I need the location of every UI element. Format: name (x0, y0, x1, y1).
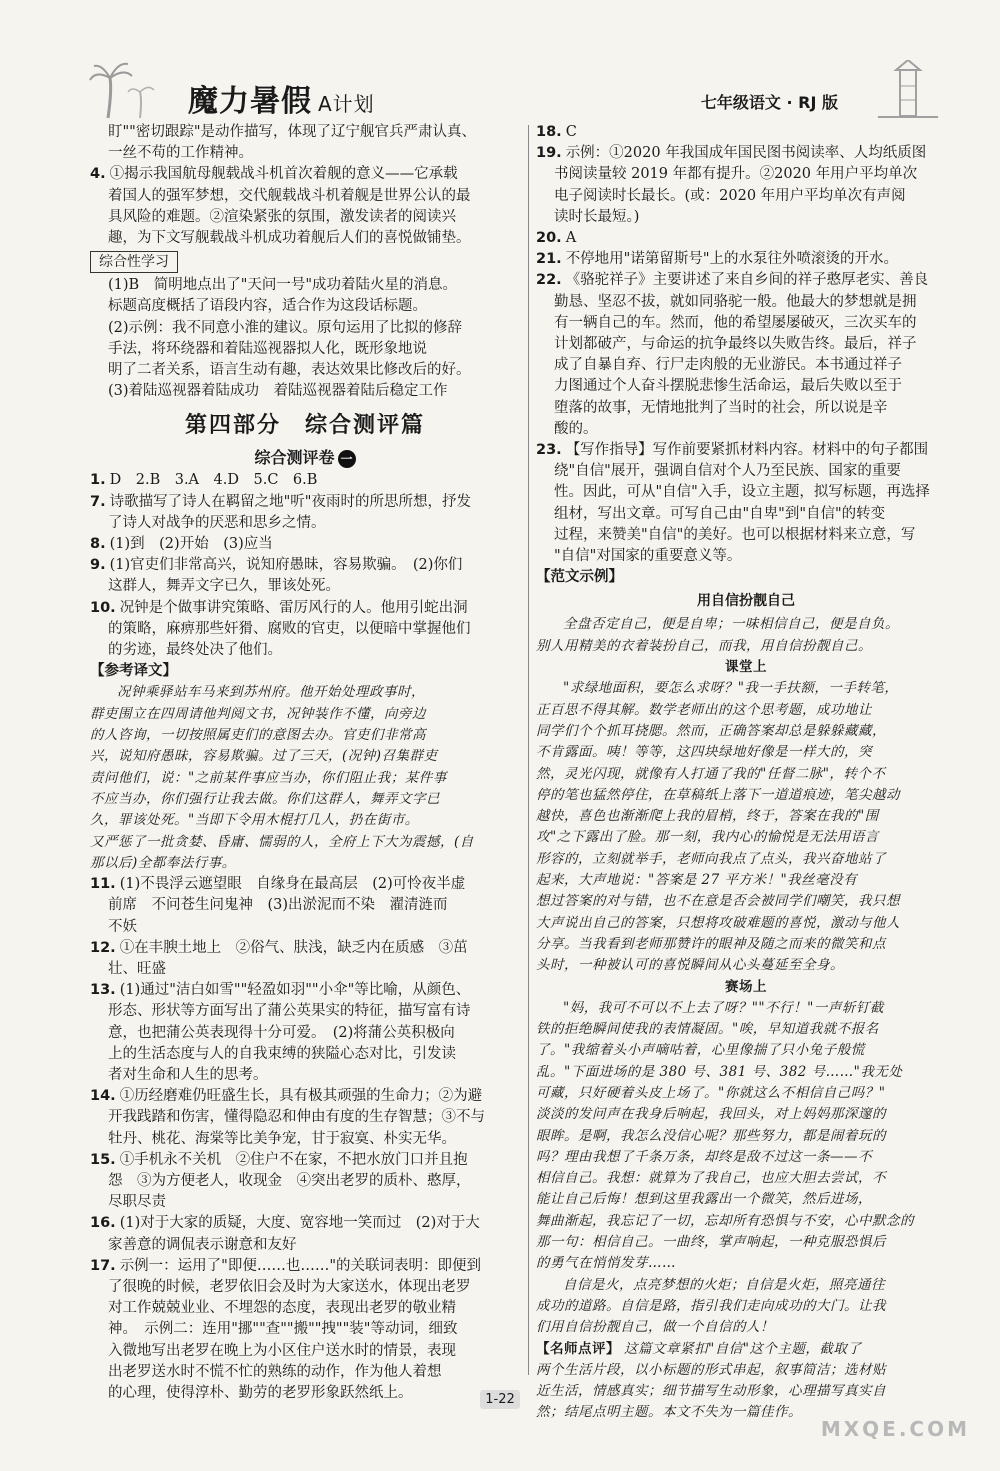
answer-line: 对工作兢兢业业、不埋怨的态度，表现出老罗的敬业精 (108, 1300, 456, 1317)
comment-line: 【名师点评】 这篇文章紧扣"自信"这个主题，截取了 (536, 1340, 862, 1357)
essay-line: 越快，喜色也渐渐爬上我的眉梢，终于，答案在我的"围 (536, 808, 879, 825)
essay-subheading: 赛场上 (725, 978, 767, 995)
translation-line: 久，罪该处死。"当即下令用木棍打几人，扔在街市。 (90, 812, 419, 829)
essay-subheading: 课堂上 (725, 659, 767, 676)
watermark: MXQE.COM (820, 1417, 970, 1441)
answer-line: 计划都破产，与命运的抗争最终以失败告终。最后，祥子 (554, 336, 917, 353)
essay-line: 舞曲渐起，我忘记了一切，忘却所有恐惧与不安，心中默念的 (536, 1212, 914, 1229)
answer-line: 意，也把蒲公英表现得十分可爱。 (2)将蒲公英积极向 (108, 1024, 455, 1041)
comment-line: 两个生活片段，以小标题的形式串起，叙事简洁；选材贴 (536, 1361, 886, 1378)
answer-line: 神。 示例二：连用"挪""查""搬""拽""装"等动词，细致 (108, 1321, 458, 1338)
answer-line: 开我践踏和伤害，懂得隐忍和伸由有度的生存智慧；③不与 (108, 1109, 485, 1126)
answer-line: 不妖 (108, 918, 137, 935)
answer-line: 成了自暴自弃、行尸走肉般的无业游民。本书通过祥子 (554, 357, 902, 374)
answer-line: 壮、旺盛 (108, 960, 166, 977)
brand-title: 魔力暑假 A计划 (188, 84, 375, 119)
answer-line: 11. (1)不畏浮云遮望眼 自缘身在最高层 (2)可怜夜半虚 (90, 876, 466, 893)
answers-block (90, 470, 520, 661)
essay-line: 攻"之下露出了脸。那一刻，我内心的愉悦是无法用语言 (536, 829, 879, 846)
answer-line: 14. ①历经磨难仍旺盛生长，具有极其顽强的生命力；②为避 (90, 1088, 483, 1105)
answer-line: 21. 不停地用"诺第留斯号"上的水泵往外喷滚烫的开水。 (536, 251, 899, 268)
answer-line: (1)B 简明地点出了"天问一号"成功着陆火星的消息。 (108, 277, 458, 294)
answer-line: 趣，为下文写舰载战斗机成功着舰后人们的喜悦做铺垫。 (108, 230, 471, 247)
answer-line: 10. 况钟是个做事讲究策略、雷厉风行的人。他用引蛇出洞 (90, 599, 468, 616)
answer-line: 17. 示例一：运用了"即便……也……"的关联词表明：即便到 (90, 1257, 482, 1274)
essay-line: 同学们个个抓耳挠腮。然而，正确答案却总是躲躲藏藏， (536, 722, 886, 739)
essay-line: 大声说出自己的答案，只想将攻破难题的喜悦，激动与他人 (536, 914, 900, 931)
answer-line: 有一辆自己的车。然而，他的希望屡屡破灭，三次买车的 (554, 314, 917, 331)
translation-line: 群吏围立在四周请他判阅文书，况钟装作不懂，向旁边 (90, 705, 426, 722)
answer-line: 力图通过个人奋斗摆脱悲惨生活命运，最后失败以至于 (554, 378, 902, 395)
translation-line: 的人咨询，一切按照属吏们的意图去办。官吏们非常高 (90, 727, 426, 744)
essay-line: 那一句：相信自己。一曲终，掌声响起，一种克服恐惧后 (536, 1234, 886, 1251)
answer-line: 上的生活态度与人的自我束缚的狭隘心态对比，引发读 (108, 1045, 456, 1062)
right-column (536, 122, 956, 1424)
text-line: 盯""密切跟踪"是动作描写，体现了辽宁舰官兵严肃认真、 (108, 124, 477, 140)
essay-line: 起来，大声地说："答案是 27 平方米！"我丝毫没有 (536, 872, 858, 889)
answer-line: 家善意的调侃表示谢意和友好 (108, 1236, 297, 1253)
essay-line: 乱。"下面进场的是 380 号、381 号、382 号……"我无处 (536, 1063, 903, 1080)
answer-line: 12. ①在丰腴土地上 ②俗气、肤浅，缺乏内在质感 ③茁 (90, 939, 468, 956)
answer-line: 22. 《骆驼祥子》主要讲述了来自乡间的祥子憨厚老实、善良 (536, 272, 929, 289)
exam-number-badge: 一 (338, 450, 356, 468)
essay-line: "妈，我可不可以不上去了呀？""不行！"一声斩钉截 (563, 999, 884, 1016)
column-divider (528, 125, 529, 1375)
essay-line: 形容的，立刻就举手，老师向我点了点头，我兴奋地站了 (536, 850, 886, 867)
answer-line: 7. 诗歌描写了诗人在羁留之地"听"夜雨时的所思所想，抒发 (90, 493, 471, 510)
essay-line: 眼眸。是啊，我怎么没信心呢？那些努力，都是闹着玩的 (536, 1127, 886, 1144)
answer-line: 着国人的强军梦想，交代舰载战斗机着舰是世界公认的最 (108, 187, 471, 204)
answer-line: 怨 ③为方便老人，收现金 ④突出老罗的质朴、憨厚， (108, 1172, 471, 1189)
answer-line: 13. (1)通过"洁白如雪""轻盈如羽""小伞"等比喻，从颜色、 (90, 982, 471, 999)
answers-block-2 (90, 874, 520, 1404)
lighthouse-icon (868, 60, 948, 120)
page-number: 1-22 (480, 1390, 520, 1409)
page-header (88, 60, 948, 120)
answer-line: (3)着陆巡视器着陆成功 着陆巡视器着陆后稳定工作 (108, 383, 448, 400)
translation-line: 那以后)全都奉法行事。 (90, 854, 236, 871)
answer-line: 牡丹、桃花、海棠等比美争宠，甘于寂寞、朴实无华。 (108, 1130, 456, 1147)
answer-line: 酸的。 (554, 420, 598, 437)
answer-line: 明了二者关系，语言生动有趣，表达效果比修改后的好。 (108, 362, 471, 379)
answer-line: 20. A (536, 230, 577, 247)
answer-line: 勤恳、坚忍不拔，就如同骆驼一般。他最大的梦想就是拥 (554, 293, 917, 310)
comment-line: 然；结尾点明主题。本文不失为一篇佳作。 (536, 1404, 802, 1421)
translation-line: 兴，说知府愚昧，容易欺骗。过了三天，(况钟)召集群吏 (90, 748, 438, 765)
answer-line: 15. ①手机永不关机 ②住户不在家，不把水放门口并且抱 (90, 1151, 468, 1168)
grade-label: 七年级语文 · RJ 版 (700, 93, 838, 112)
answer-line: 前席 不问苍生问鬼神 (3)出淤泥而不染 濯清涟而 (108, 897, 448, 914)
essay-line: 正百思不得其解。数学老师出的这个思考题，成功地让 (536, 701, 872, 718)
essay-line: 淡淡的发问声在我身后响起，我回头，对上妈妈那深邃的 (536, 1106, 886, 1123)
answer-line: 9. (1)官吏们非常高兴，说知府愚昧，容易欺骗。 (2)你们 (90, 557, 463, 574)
answer-line: 的劣迹，最终处决了他们。 (108, 642, 282, 659)
answer-line: 电子阅读时长最长。(或：2020 年用户平均单次有声阅 (554, 187, 906, 204)
answer-line: "自信"对国家的重要意义等。 (554, 548, 742, 565)
answer-line: 了很晚的时候，老罗依旧会及时为大家送水，体现出老罗 (108, 1279, 471, 1295)
answer-line: 的心理，使得淳朴、勤劳的老罗形象跃然纸上。 (108, 1385, 413, 1402)
answer-line: 读时长最短。) (554, 208, 640, 225)
essay-line: 相信自己。我想：就算为了我自己，也应大胆去尝试，不 (536, 1170, 886, 1187)
essay-line: 们用自信扮靓自己，做一个自信的人！ (536, 1319, 774, 1336)
exam-title: 综合测评卷 一 (90, 445, 520, 468)
answer-line: 手法，将环绕器和着陆巡视器拟人化，既形象地说 (108, 340, 427, 357)
left-column (90, 122, 520, 1404)
answer-line: 这群人，舞弄文字已久，罪该处死。 (108, 578, 340, 595)
answer-line: 尽职尽责 (108, 1194, 166, 1211)
answer-line: (2)示例：我不同意小淮的建议。原句运用了比拟的修辞 (108, 319, 463, 336)
answer-line: 23. 【写作指导】写作前要紧抓材料内容。材料中的句子都围 (536, 442, 929, 459)
answer-line: 的策略，麻痹那些奸猾、腐败的官吏，以便暗中掌握他们 (108, 620, 471, 637)
answer-line: 18. C (536, 124, 577, 140)
answer-line: 4. ①揭示我国航母舰载战斗机首次着舰的意义——它承载 (90, 166, 458, 183)
essay-line: 成功的道路。自信是路，指引我们走向成功的大门。让我 (536, 1297, 886, 1314)
answer-line: 堕落的故事，无情地批判了当时的社会，所以说是辛 (554, 399, 888, 416)
essay-line: "求绿地面积，要怎么求呀？"我一手扶额，一手转笔， (563, 680, 899, 697)
answer-line: 入微地写出老罗在晚上为小区住户送水时的情景，表现 (108, 1342, 456, 1359)
answer-line: 8. (1)到 (2)开始 (3)应当 (90, 536, 273, 553)
translation-block (90, 682, 520, 874)
answer-line: 过程，来赞美"自信"的美好。也可以根据材料来立意，写 (554, 526, 916, 543)
answer-line: 出老罗送水时不慌不忙的熟练的动作，作为他人着想 (108, 1363, 442, 1380)
translation-line: 责问他们，说："之前某件事应当办，你们阻止我；某件事 (90, 769, 447, 786)
essay-line: 铁的拒绝瞬间使我的表情凝固。"唉，早知道我就不报名 (536, 1021, 879, 1038)
translation-line: 不应当办，你们强行让我去做。你们这群人，舞弄文字已 (90, 790, 440, 807)
answer-line: 标题高度概括了语段内容，适合作为这段话标题。 (108, 298, 427, 315)
section-title: 第四部分 综合测评篇 (184, 413, 425, 439)
essay-line: 了。"我缩着头小声嘀咕着，心里像揣了只小兔子般慌 (536, 1042, 865, 1059)
essay-line: 的勇气在悄悄发芽…… (536, 1255, 676, 1272)
ref-tag: 【参考译文】 (90, 663, 177, 680)
answer-line: 具风险的难题。②渲染紧张的氛围，激发读者的阅读兴 (108, 208, 456, 225)
essay-body (536, 614, 956, 1338)
essay-line: 自信是火，点亮梦想的火炬；自信是火炬，照亮通往 (563, 1276, 885, 1293)
answer-line: 19. 示例：①2020 年我国成年国民图书阅读率、人均纸质图 (536, 145, 927, 162)
essay-line: 别人用精美的衣着装扮自己，而我，用自信扮靓自己。 (536, 637, 872, 654)
essay-line: 分享。当我看到老师那赞许的眼神及随之而来的微笑和点 (536, 935, 886, 952)
essay-line: 然，灵光闪现，就像有人打通了我的"任督二脉"，转个不 (536, 765, 886, 782)
answer-line: 了诗人对战争的厌恶和思乡之情。 (108, 514, 326, 531)
text-line: 一丝不苟的工作精神。 (108, 145, 253, 162)
sample-tag: 【范文示例】 (536, 569, 623, 586)
translation-line: 况钟乘驿站车马来到苏州府。他开始处理政事时， (117, 684, 425, 701)
palm-tree-icon (88, 60, 168, 120)
essay-line: 想过答案的对与错，也不在意是否会被同学们嘲笑，我只想 (536, 893, 900, 910)
essay-line: 能让自己后悔！想到这里我露出一个微笑，然后进场， (536, 1191, 872, 1208)
answers-block-right (536, 122, 956, 567)
essay-line: 可藏，只好硬着头皮上场了。"你就这么不相信自己吗？" (536, 1085, 886, 1101)
essay-line: 不肯露面。咦！等等，这四块绿地好像是一样大的，突 (536, 744, 872, 761)
answer-line: 形态、形状等方面写出了蒲公英果实的特征，描写富有诗 (108, 1003, 471, 1020)
essay-line: 吗？理由我想了千条万条，却终是敌不过这一条——不 (536, 1148, 872, 1165)
answer-line: 组材，写出文章。可写自己由"自卑"到"自信"的转变 (554, 505, 886, 522)
answer-line: 者对生命和人生的思考。 (108, 1066, 268, 1083)
section-tag: 综合性学习 (90, 251, 178, 273)
essay-line: 头时，一种被认可的喜悦瞬间从心头蔓延至全身。 (536, 957, 844, 974)
answer-line: 绕"自信"展开，强调自信对个人乃至民族、国家的重要 (554, 463, 901, 480)
answer-line: 书阅读量较 2019 年都有提升。②2020 年用户平均单次 (554, 166, 918, 183)
answer-line: 16. (1)对于大家的质疑，大度、宽容地一笑而过 (2)对于大 (90, 1215, 480, 1232)
comment-line: 近生活，情感真实；细节描写生动形象，心理描写真实自 (536, 1383, 886, 1400)
essay-title: 用自信扮靓自己 (697, 593, 795, 610)
answer-line: 1. D 2.B 3.A 4.D 5.C 6.B (90, 472, 318, 489)
essay-line: 全盘否定自己，便是自卑；一味相信自己，便是自负。 (563, 616, 899, 633)
answer-line: 性。因此，可从"自信"入手，设立主题，拟写标题，再选择 (554, 484, 930, 501)
essay-line: 停的笔也猛然停住，在草稿纸上落下一道道痕迹，笔尖越动 (536, 786, 900, 803)
translation-line: 又严惩了一批贪婪、昏庸、懦弱的人，全府上下大为震撼，(自 (90, 833, 474, 850)
